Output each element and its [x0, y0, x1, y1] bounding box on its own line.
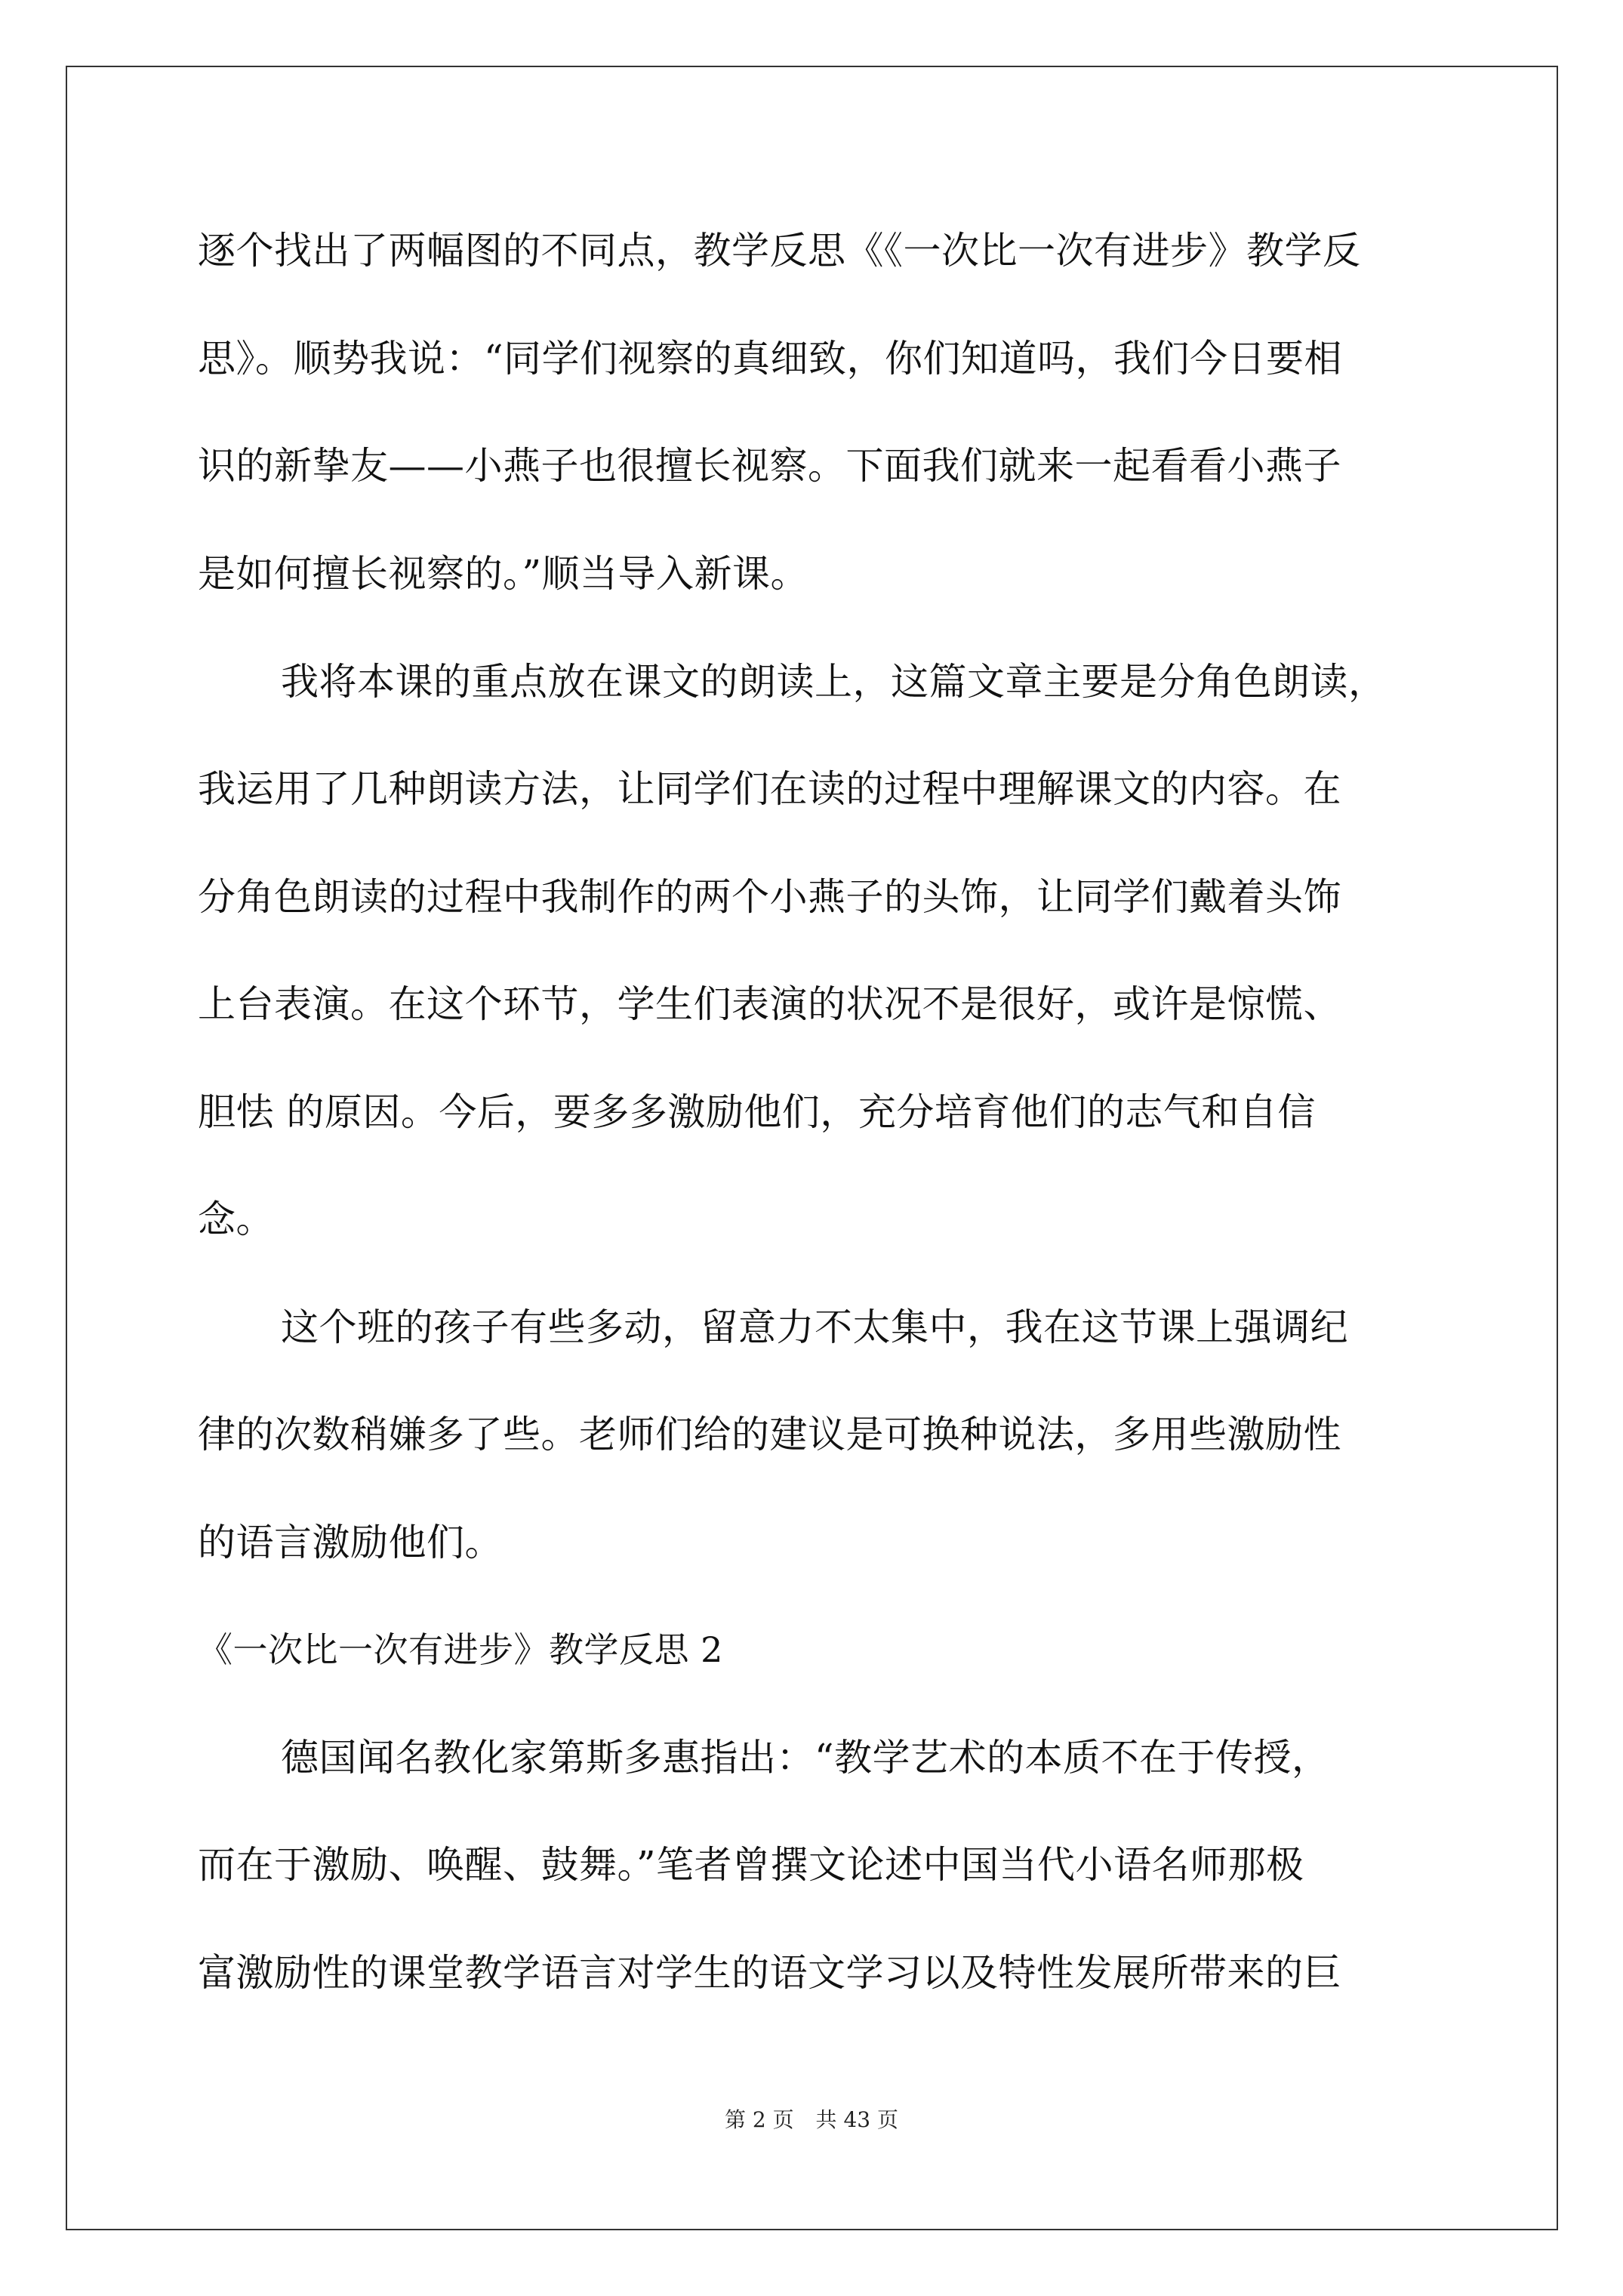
page-number: 第 2 页	[725, 2107, 794, 2132]
text-line: 思》。顺势我说：“同学们视察的真细致，你们知道吗，我们今日要相	[198, 337, 1343, 381]
paragraph-first-line: 德国闻名教化家第斯多惠指出：“教学艺术的本质不在于传授，	[281, 1736, 1330, 1780]
page-total: 共 43 页	[815, 2107, 898, 2132]
text-line: 胆怯 的原因。今后，要多多激励他们，充分培育他们的志气和自信	[198, 1090, 1316, 1134]
text-line: 识的新挚友——小燕子也很擅长视察。下面我们就来一起看看小燕子	[198, 444, 1341, 488]
text-line: 分角色朗读的过程中我制作的两个小燕子的头饰，让同学们戴着头饰	[198, 875, 1341, 919]
section-heading: 《一次比一次有进步》教学反思 2	[198, 1629, 723, 1670]
text-line: 律的次数稍嫌多了些。老师们给的建议是可换种说法，多用些激励性	[198, 1413, 1341, 1456]
text-line: 我运用了几种朗读方法，让同学们在读的过程中理解课文的内容。在	[198, 767, 1341, 811]
page-border	[66, 66, 1558, 2230]
text-line: 而在于激励、唤醒、鼓舞。”笔者曾撰文论述中国当代小语名师那极	[198, 1843, 1304, 1887]
text-line: 的语言激励他们。	[198, 1521, 503, 1564]
paragraph-first-line: 这个班的孩子有些多动，留意力不太集中，我在这节课上强调纪	[281, 1305, 1348, 1349]
paragraph-first-line: 我将本课的重点放在课文的朗读上，这篇文章主要是分角色朗读，	[281, 660, 1387, 704]
text-line: 念。	[198, 1197, 274, 1241]
page-footer	[0, 2106, 1623, 2134]
text-line: 是如何擅长视察的。”顺当导入新课。	[198, 552, 809, 596]
text-line: 上台表演。在这个环节，学生们表演的状况不是很好，或许是惊慌、	[198, 982, 1341, 1026]
text-line: 逐个找出了两幅图的不同点，教学反思《《一次比一次有进步》教学反	[198, 229, 1361, 273]
text-line: 富激励性的课堂教学语言对学生的语文学习以及特性发展所带来的巨	[198, 1951, 1341, 1995]
